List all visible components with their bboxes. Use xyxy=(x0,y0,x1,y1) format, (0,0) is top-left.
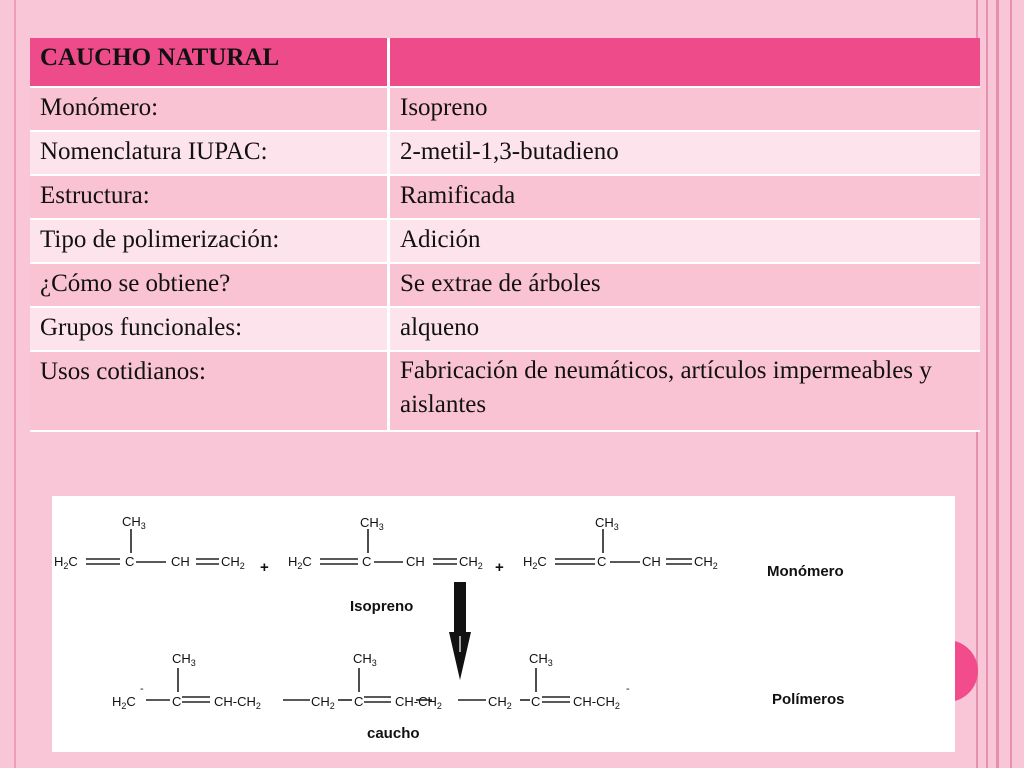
table-row xyxy=(30,307,980,351)
svg-text:C: C xyxy=(597,554,607,569)
right-border xyxy=(976,0,1024,768)
table-row xyxy=(30,175,980,219)
row-value: 2-metil-1,3-butadieno xyxy=(389,131,981,175)
properties-table xyxy=(30,38,980,432)
table-header-row xyxy=(30,38,980,87)
rubber-caption: caucho xyxy=(367,725,420,742)
svg-text:-: - xyxy=(140,683,144,695)
table-row xyxy=(30,219,980,263)
svg-text:C: C xyxy=(531,694,541,709)
row-value: Fabricación de neumáticos, artículos impermeables y aislantes xyxy=(389,351,981,431)
ch3-group: $CH_3$ xyxy=(122,514,146,531)
svg-text:+: + xyxy=(495,559,504,576)
table-row xyxy=(30,87,980,131)
svg-text:CH3: $CH_3$ xyxy=(595,515,619,532)
table-title: CAUCHO NATURAL xyxy=(30,38,389,87)
isoprene-caption: Isopreno xyxy=(350,598,414,615)
svg-text:CH: CH xyxy=(406,554,425,569)
svg-text:H2C: $H_2C$ xyxy=(288,554,312,571)
row-label: Grupos funcionales: xyxy=(30,307,389,351)
row-label: Estructura: xyxy=(30,175,389,219)
svg-text:CH: CH xyxy=(642,554,661,569)
polymer-label: Polímeros xyxy=(772,691,845,708)
left-border-line xyxy=(14,0,16,768)
reaction-diagram xyxy=(52,496,955,752)
svg-text:CH-CH2: $CH-CH_2$ xyxy=(395,694,442,711)
svg-text:CH3: $CH_3$ xyxy=(529,651,553,668)
row-value: Se extrae de árboles xyxy=(389,263,981,307)
svg-text:H2C: $H_2C$ xyxy=(54,554,78,571)
row-label: Nomenclatura IUPAC: xyxy=(30,131,389,175)
svg-text:CH3: $CH_3$ xyxy=(360,515,384,532)
svg-text:C: C xyxy=(172,694,182,709)
svg-text:CH3: $CH_3$ xyxy=(172,651,196,668)
svg-text:CH-CH2: $CH-CH_2$ xyxy=(214,694,261,711)
table-row xyxy=(30,263,980,307)
row-value: alqueno xyxy=(389,307,981,351)
row-label: Monómero: xyxy=(30,87,389,131)
svg-text:H2C: $H_2C$ xyxy=(523,554,547,571)
svg-text:C: C xyxy=(354,694,364,709)
table-row xyxy=(30,351,980,431)
svg-text:CH2: $CH_2$ xyxy=(311,694,335,711)
svg-text:CH2: $CH_2$ xyxy=(221,554,245,571)
row-value: Isopreno xyxy=(389,87,981,131)
row-label: Tipo de polimerización: xyxy=(30,219,389,263)
svg-text:CH-CH2: $CH-CH_2$ xyxy=(573,694,620,711)
svg-text:-: - xyxy=(626,683,630,695)
svg-text:CH2: $CH_2$ xyxy=(459,554,483,571)
svg-text:CH2: $CH_2$ xyxy=(488,694,512,711)
table-header-empty xyxy=(389,38,981,87)
svg-text:C: C xyxy=(125,554,135,569)
row-value: Adición xyxy=(389,219,981,263)
row-label: Usos cotidianos: xyxy=(30,351,389,431)
polymerization-figure xyxy=(52,496,955,752)
monomer-label: Monómero xyxy=(767,563,844,580)
svg-text:H2C: $H_2C$ xyxy=(112,694,136,711)
row-value: Ramificada xyxy=(389,175,981,219)
svg-text:+: + xyxy=(260,559,269,576)
table-row xyxy=(30,131,980,175)
svg-text:CH2: $CH_2$ xyxy=(694,554,718,571)
svg-text:C: C xyxy=(362,554,372,569)
svg-text:CH: CH xyxy=(171,554,190,569)
row-label: ¿Cómo se obtiene? xyxy=(30,263,389,307)
svg-text:CH3: $CH_3$ xyxy=(353,651,377,668)
reaction-arrow-icon xyxy=(449,582,471,680)
